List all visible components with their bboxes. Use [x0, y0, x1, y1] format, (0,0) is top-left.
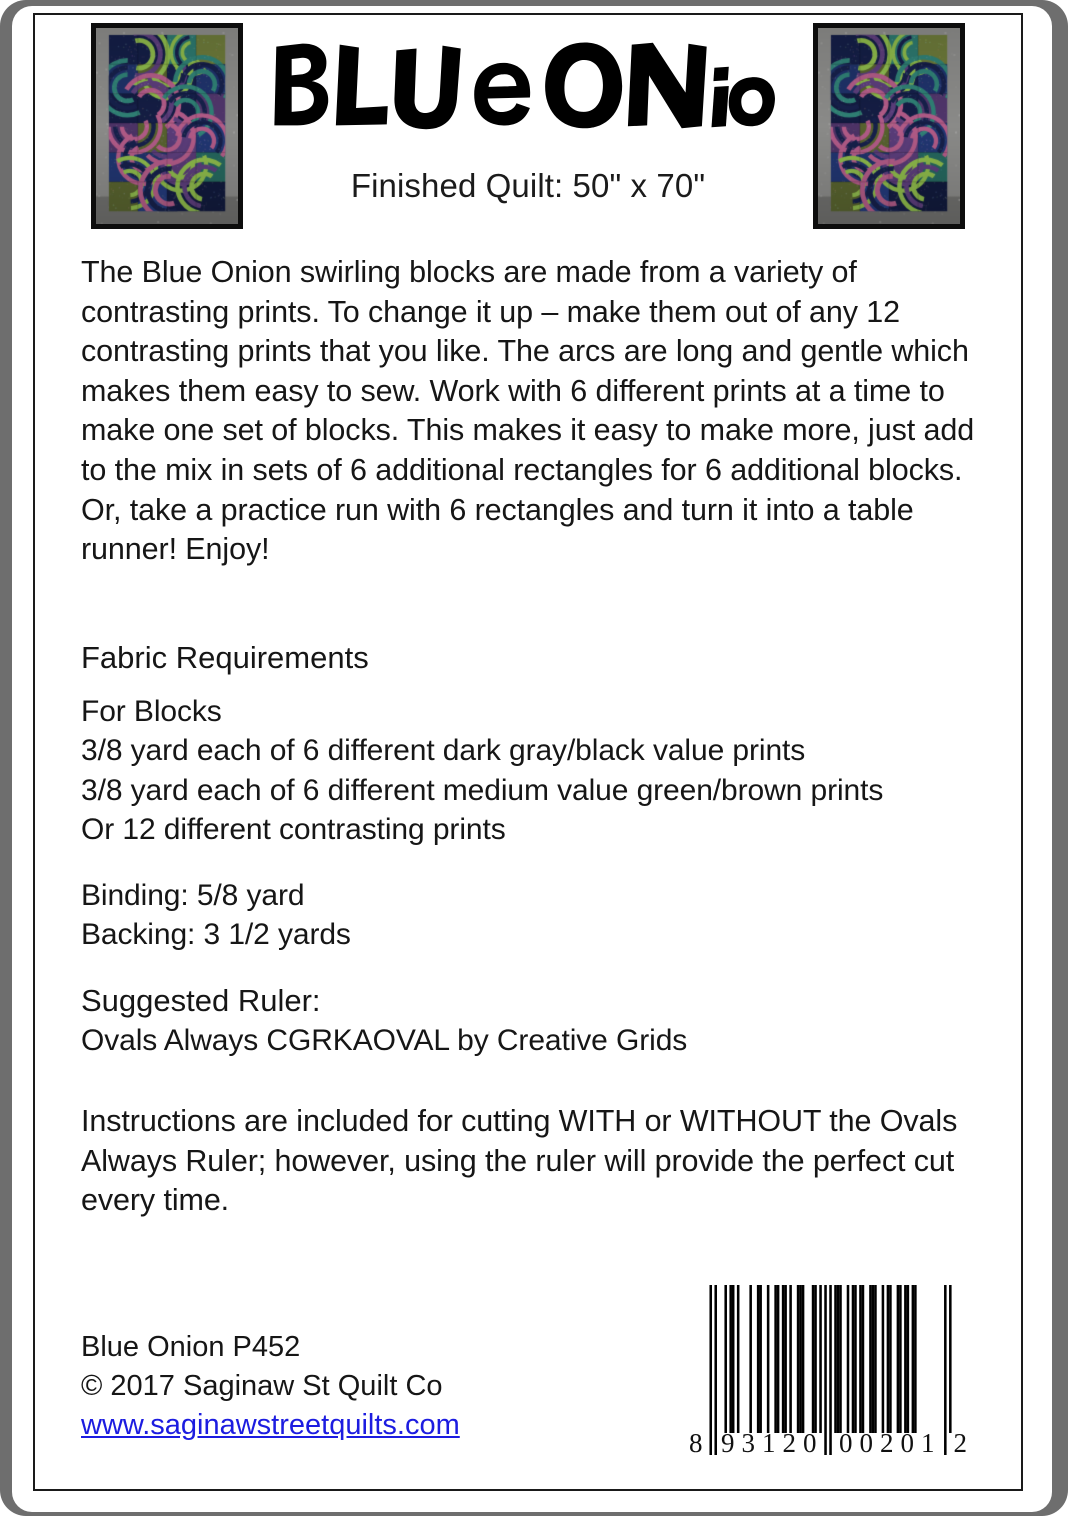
- barcode-lead-digit: 8: [689, 1428, 703, 1458]
- title-block: [259, 29, 797, 205]
- for-blocks-label: For Blocks: [81, 694, 222, 728]
- spacer-after-fabric-heading: [81, 678, 975, 692]
- fabric-line-medium: 3/8 yard each of 6 different medium value green/brown prints: [81, 773, 884, 807]
- backing-line: Backing: 3 1/2 yards: [81, 918, 351, 952]
- quilt-image-left: [96, 28, 238, 224]
- barcode: [687, 1285, 969, 1459]
- fabric-line-alternative: Or 12 different contrasting prints: [81, 813, 506, 847]
- quilt-photo-left: [91, 23, 243, 229]
- suggested-ruler-heading: Suggested Ruler:: [81, 982, 321, 1018]
- barcode-left-group: 93120: [721, 1428, 824, 1458]
- spacer-after-intro: [81, 570, 975, 638]
- fabric-line-dark: 3/8 yard each of 6 different dark gray/black value prints: [81, 734, 806, 768]
- spacer-before-ruler: [81, 955, 975, 981]
- blue-onion-logo: [259, 29, 797, 141]
- pattern-back-cover-page: [33, 13, 1023, 1491]
- credits-block: [81, 1328, 460, 1445]
- ruler-instructions-note: Instructions are included for cutting WITH or WITHOUT the Ovals Always Ruler; however, using the ruler will provide the perfect cut every time.: [81, 1104, 958, 1218]
- binding-line: Binding: 5/8 yard: [81, 878, 305, 912]
- footer: [35, 1219, 1021, 1489]
- barcode-check-digit: 2: [953, 1428, 967, 1458]
- copyright-line: © 2017 Saginaw St Quilt Co: [81, 1370, 443, 1402]
- quilt-photo-right: [813, 23, 965, 229]
- intro-paragraph: The Blue Onion swirling blocks are made from a variety of contrasting prints. To change it up – make them out of any 12 contrasting prints that you like. The arcs are long and gentle which makes them easy to sew. Work with 6 different prints at a time to make one set of blocks. This makes it easy to make more, just add to the mix in sets of 6 additional rectangles for 6 additional blocks. Or, take a practice run with 6 rectangles and turn it into a table runner! Enjoy!: [81, 255, 975, 567]
- blue-onion-wordmark-icon: [259, 29, 797, 141]
- spacer-before-binding: [81, 850, 975, 876]
- product-name: Blue Onion P452: [81, 1331, 301, 1363]
- header: [59, 15, 997, 237]
- fabric-requirements-heading: Fabric Requirements: [81, 639, 369, 675]
- barcode-right-group: 00201: [839, 1428, 942, 1458]
- barcode-digits: [687, 1429, 969, 1459]
- spacer-before-note: [81, 1060, 975, 1086]
- quilt-image-right: [818, 28, 960, 224]
- website-link[interactable]: www.saginawstreetquilts.com: [81, 1409, 460, 1441]
- finished-size-label: Finished Quilt: 50" x 70": [350, 167, 706, 204]
- body-copy: [59, 253, 997, 1221]
- suggested-ruler-name: Ovals Always CGRKAOVAL by Creative Grids: [81, 1023, 688, 1057]
